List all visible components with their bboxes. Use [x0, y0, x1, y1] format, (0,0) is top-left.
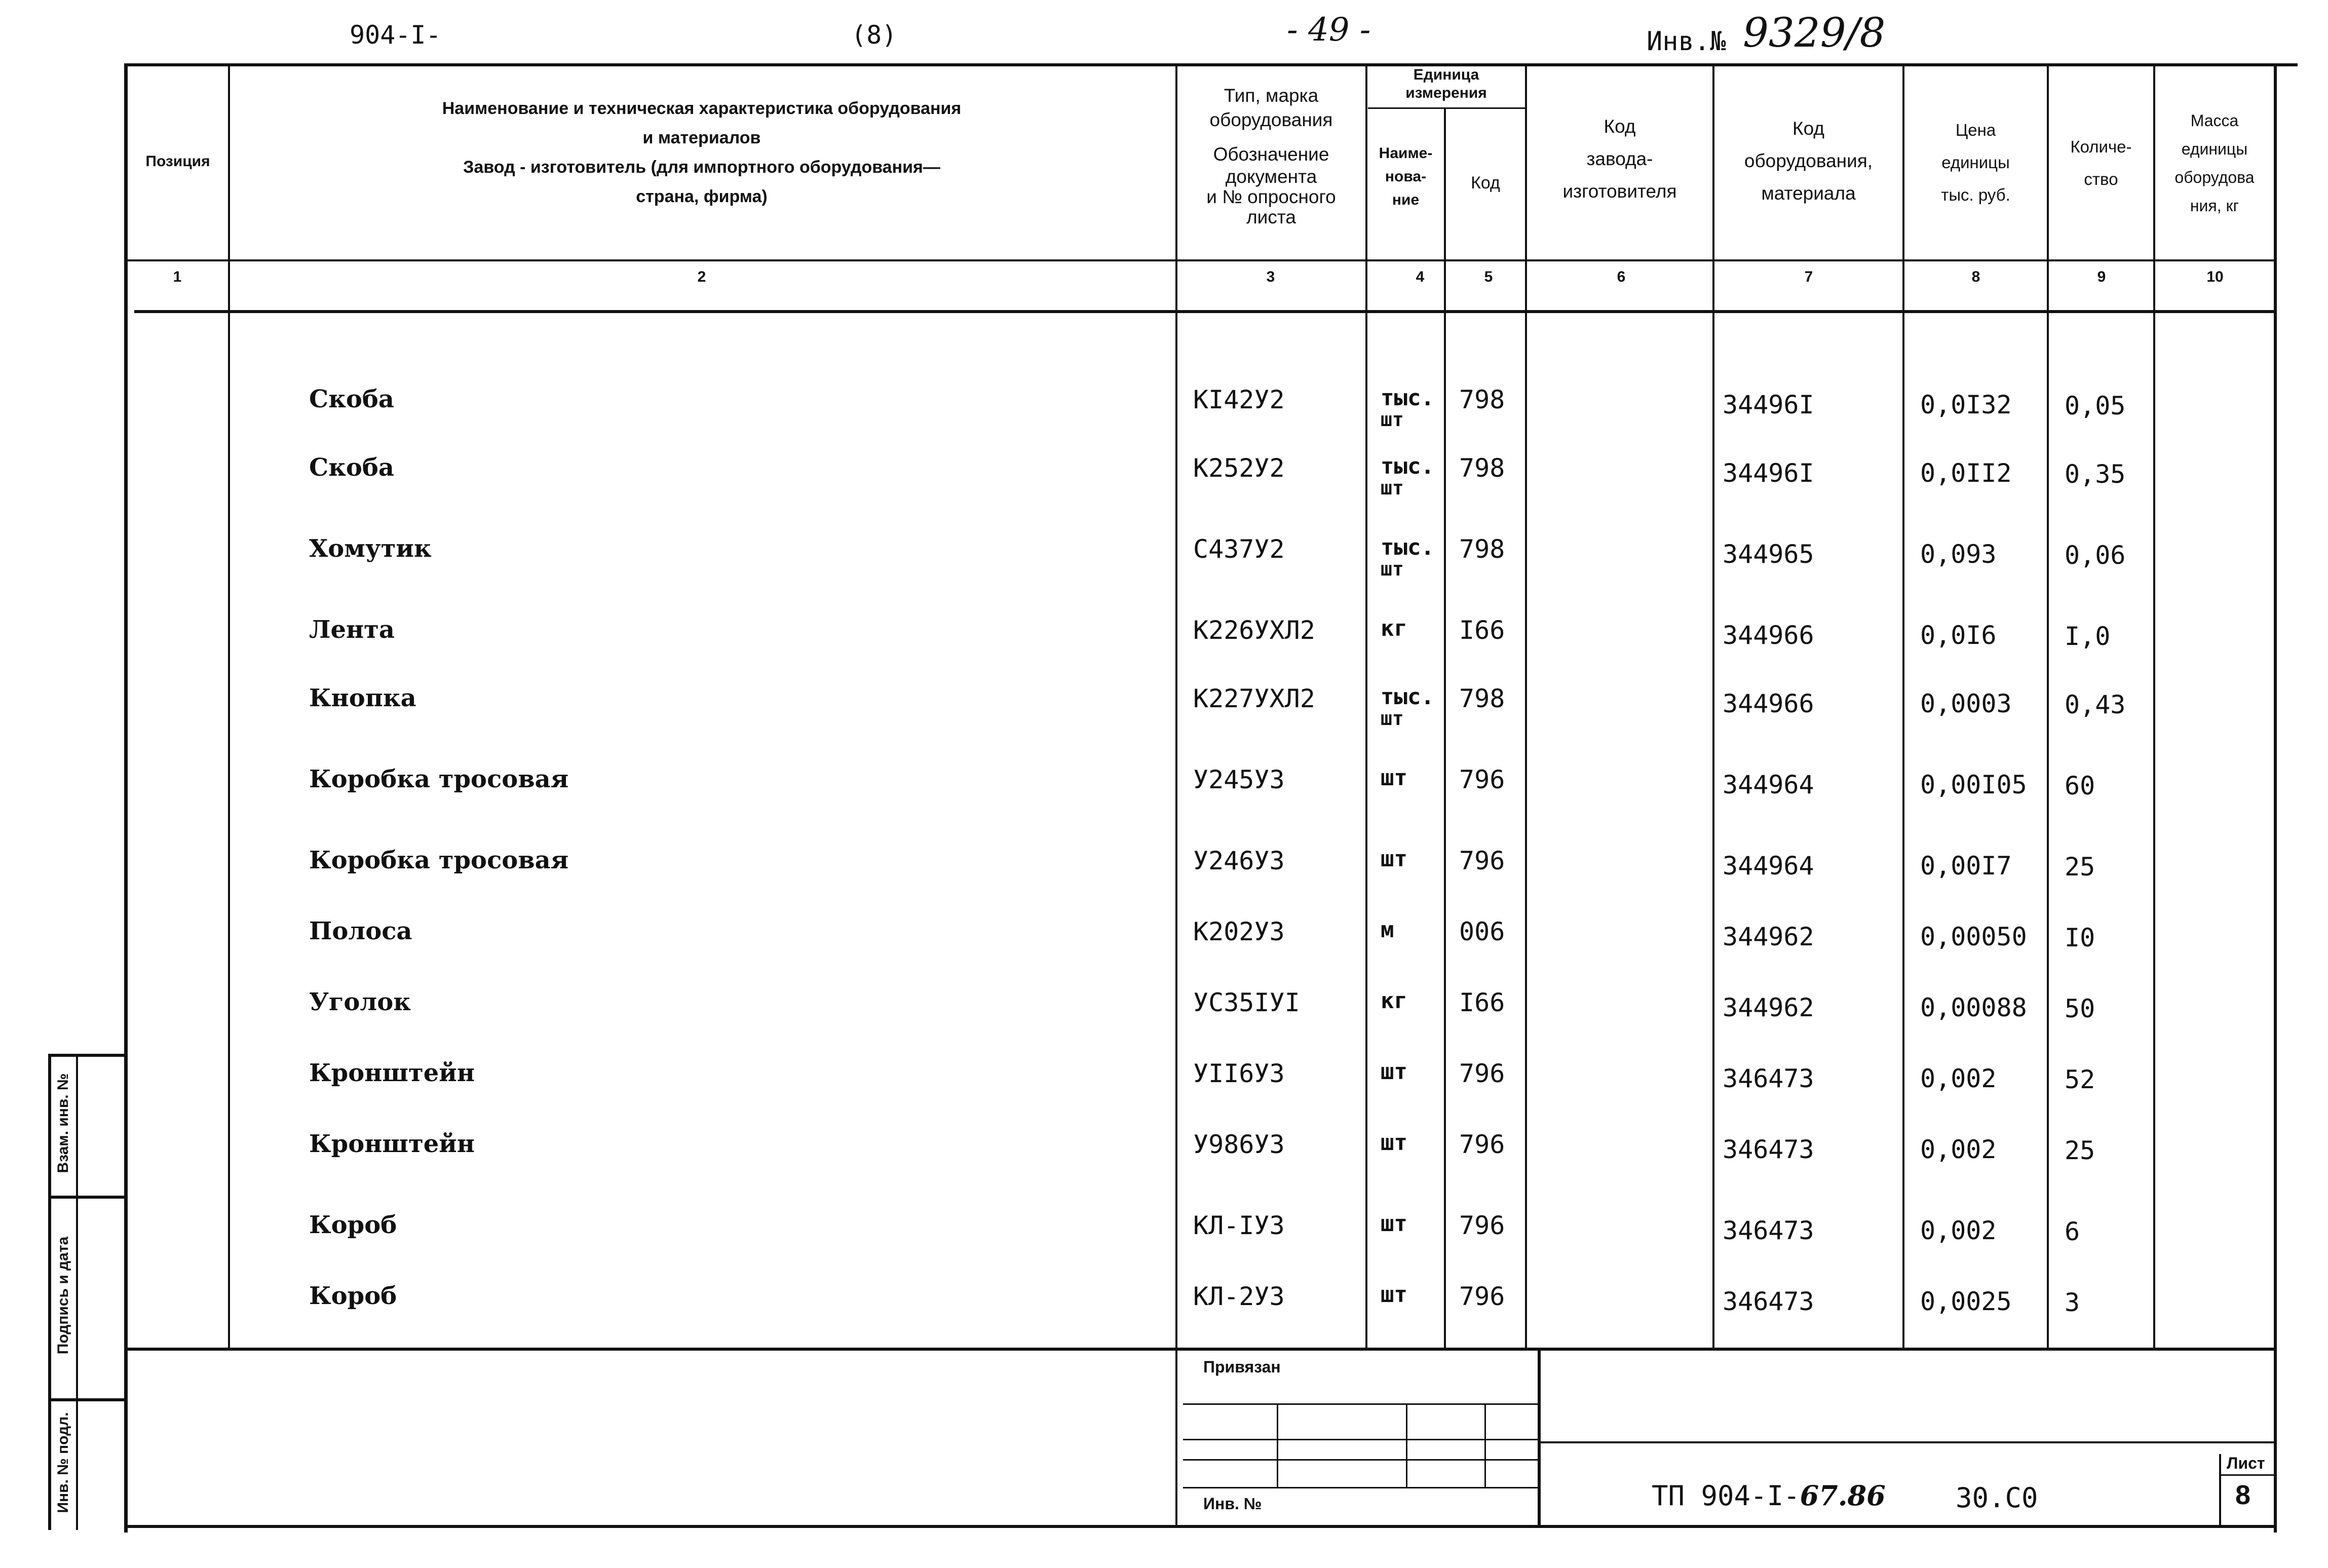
footer-title-rule: [1541, 1441, 2274, 1443]
col-number: 10: [2206, 269, 2224, 285]
row-type: К227УХЛ2: [1193, 684, 1315, 713]
row-unit: [1381, 1284, 1407, 1306]
header-equip-line: Код: [1792, 118, 1824, 139]
row-quantity: I,0: [2065, 622, 2111, 651]
col-number: 1: [173, 269, 182, 285]
row-price: 0,00I05: [1920, 770, 2027, 799]
row-price: 0,00088: [1920, 993, 2027, 1022]
document-code: [1652, 1479, 1886, 1512]
row-unit: [1381, 767, 1407, 789]
row-unit-line: шт: [1381, 707, 1404, 730]
col-number: 5: [1484, 269, 1493, 285]
header-rule-1: [128, 259, 2274, 261]
row-unit: [1381, 1213, 1407, 1235]
col-number: 8: [1971, 269, 1980, 285]
header-type-line: оборудования: [1209, 109, 1333, 130]
header-equipment-code: [1714, 112, 1902, 210]
row-equipment-code: 344962: [1723, 922, 1814, 951]
row-unit-line: м: [1381, 917, 1394, 943]
col-line-3: [1365, 63, 1367, 1350]
row-unit: [1381, 618, 1407, 640]
header-price-line: тыс. руб.: [1941, 185, 2010, 204]
col-number: 2: [697, 269, 706, 285]
header-mass-line: Масса: [2190, 111, 2239, 130]
col-line-6: [1712, 63, 1714, 1350]
row-unit-line: тыс.: [1381, 534, 1434, 560]
stamp-outer-left: [48, 1054, 51, 1530]
row-name: Кронштейн: [309, 1130, 475, 1158]
row-unit-line: шт: [1381, 477, 1404, 499]
row-type: КЛ-2У3: [1193, 1282, 1285, 1311]
footer-stamp-vline: [1277, 1403, 1278, 1487]
attached-label: Привязан: [1203, 1358, 1281, 1376]
header-plant-line: изготовителя: [1562, 181, 1677, 202]
footer-stamp-vline: [1484, 1403, 1486, 1487]
row-name: Лента: [309, 616, 395, 644]
row-equipment-code: 344964: [1723, 770, 1814, 799]
header-price: [1904, 114, 2047, 211]
row-name: Хомутик: [309, 534, 432, 563]
col-line-5: [1525, 63, 1527, 1350]
col-line-9: [2153, 63, 2155, 1350]
stamp-replace-inv: Взам. инв. №: [55, 1073, 71, 1173]
document-code-handwritten: 67.86: [1800, 1479, 1886, 1512]
header-name-line: страна, фирма): [636, 187, 768, 206]
row-unit-code: 798: [1459, 453, 1505, 483]
row-unit: [1381, 387, 1434, 430]
row-type: К252У2: [1193, 453, 1285, 483]
header-name-line: Наименование и техническая характеристика оборудования: [442, 99, 962, 118]
row-equipment-code: 346473: [1723, 1064, 1814, 1093]
row-price: 0,0I32: [1920, 390, 2012, 419]
inventory-label: Инв.№: [1647, 26, 1726, 57]
col-line-7: [1902, 63, 1904, 1350]
header-unit-group: [1367, 66, 1525, 102]
sheet-number: 8: [2235, 1480, 2251, 1510]
header-plant-code: [1527, 110, 1712, 208]
stamp-orig-inv: Инв. № подл.: [55, 1412, 71, 1513]
header-mass-line: оборудова: [2174, 168, 2255, 186]
header-unit-name-line: нова-: [1385, 168, 1427, 185]
row-quantity: 50: [2065, 994, 2095, 1023]
row-unit-line: шт: [1381, 1059, 1407, 1085]
row-price: 0,093: [1920, 540, 1997, 569]
header-type-line: Тип, марка: [1224, 85, 1319, 106]
row-quantity: 60: [2065, 771, 2095, 800]
row-unit-line: шт: [1381, 558, 1404, 580]
row-unit-code: 796: [1459, 1282, 1505, 1311]
header-plant-line: Код: [1604, 116, 1636, 137]
frame-top-border: [124, 63, 2298, 66]
header-name: [233, 94, 1170, 211]
col-line-8: [2047, 63, 2049, 1350]
row-unit-line: кг: [1381, 988, 1407, 1014]
row-name: Коробка тросовая: [309, 846, 569, 874]
header-mass: [2155, 106, 2274, 220]
row-unit-code: 798: [1459, 534, 1505, 564]
row-unit-line: тыс.: [1381, 385, 1434, 411]
row-type: У246У3: [1193, 846, 1285, 875]
row-unit-line: шт: [1381, 1282, 1407, 1308]
page-number: - 49 -: [1287, 11, 1371, 49]
row-unit: [1381, 848, 1407, 870]
footer-sheet-rule: [2219, 1474, 2274, 1476]
row-unit-code: 798: [1459, 385, 1505, 414]
col-number: 4: [1416, 269, 1425, 285]
stamp-top: [48, 1054, 127, 1057]
frame-bottom-border: [124, 1525, 2277, 1528]
row-name: Короб: [309, 1282, 397, 1310]
row-equipment-code: 344964: [1723, 851, 1814, 881]
document-section: 30.С0: [1956, 1482, 2038, 1514]
header-mass-line: ния, кг: [2190, 197, 2239, 215]
footer-stamp-vline: [1406, 1403, 1407, 1487]
footer-stamp-rule: [1183, 1487, 1538, 1488]
row-unit: [1381, 1061, 1407, 1083]
row-type: У986У3: [1193, 1130, 1285, 1159]
row-unit-code: 796: [1459, 1059, 1505, 1088]
header-price-line: единицы: [1941, 153, 2010, 172]
header-position: Позиция: [145, 153, 210, 170]
row-price: 0,0003: [1920, 689, 2012, 718]
row-unit: [1381, 990, 1407, 1012]
row-type: УС35IУI: [1193, 988, 1300, 1017]
footer-inv-label: Инв. №: [1203, 1495, 1262, 1513]
row-type: С437У2: [1193, 534, 1285, 564]
col-number: 3: [1266, 269, 1275, 285]
row-unit-code: 798: [1459, 684, 1505, 713]
row-quantity: 25: [2065, 852, 2095, 882]
unit-group-rule: [1368, 107, 1525, 109]
header-doc-line: и № опросного: [1206, 186, 1336, 207]
row-unit: [1381, 686, 1434, 729]
col-number: 9: [2097, 269, 2106, 285]
row-unit: [1381, 534, 1434, 580]
row-quantity: 0,05: [2065, 391, 2126, 420]
row-price: 0,002: [1920, 1135, 1997, 1164]
row-name: Кронштейн: [309, 1059, 475, 1087]
row-unit-line: тыс.: [1381, 453, 1434, 479]
header-price-line: Цена: [1955, 121, 1996, 139]
row-quantity: 6: [2065, 1217, 2080, 1246]
row-unit-line: шт: [1381, 846, 1407, 872]
series-code: 904-I-: [350, 20, 441, 50]
header-qty-line: ство: [2084, 170, 2118, 188]
row-price: 0,002: [1920, 1216, 1997, 1245]
row-equipment-code: 344966: [1723, 621, 1814, 650]
row-price: 0,0II2: [1920, 458, 2012, 488]
footer-col-left: [1175, 1348, 1177, 1527]
footer-sheet-line: [2219, 1454, 2221, 1527]
row-unit-code: I66: [1459, 988, 1505, 1017]
row-unit-code: 796: [1459, 765, 1505, 794]
row-quantity: 0,43: [2065, 690, 2126, 719]
header-unit-name-line: ние: [1392, 192, 1420, 208]
header-name-line: и материалов: [642, 128, 761, 147]
row-quantity: 52: [2065, 1065, 2095, 1094]
row-price: 0,002: [1920, 1064, 1997, 1093]
col-line-2: [1175, 63, 1177, 1350]
row-price: 0,0025: [1920, 1287, 2012, 1316]
row-name: Скоба: [309, 453, 394, 482]
row-unit-line: шт: [1381, 1211, 1407, 1237]
header-type: [1177, 84, 1365, 227]
row-unit-code: 796: [1459, 1211, 1505, 1240]
header-doc-line: листа: [1246, 207, 1296, 227]
row-equipment-code: 34496I: [1723, 458, 1814, 488]
row-unit-line: шт: [1381, 1130, 1407, 1156]
row-quantity: I0: [2065, 923, 2095, 952]
row-name: Уголок: [309, 988, 411, 1016]
row-equipment-code: 344965: [1723, 540, 1814, 569]
row-equipment-code: 344966: [1723, 689, 1814, 718]
row-name: Полоса: [309, 917, 412, 945]
header-unit-name-line: Наиме-: [1379, 145, 1433, 162]
header-doc-line: Обозначение: [1213, 144, 1329, 165]
row-type: КI42У2: [1193, 385, 1285, 414]
row-type: У245У3: [1193, 765, 1285, 794]
header-qty-line: Количе-: [2070, 137, 2132, 156]
row-type: К226УХЛ2: [1193, 616, 1315, 645]
row-price: 0,00I7: [1920, 851, 2012, 881]
header-equip-line: материала: [1761, 183, 1856, 204]
row-name: Кнопка: [309, 684, 416, 712]
inventory-number: 9329/8: [1743, 9, 1886, 56]
row-unit-line: шт: [1381, 408, 1404, 431]
frame-left-border: [124, 63, 128, 1533]
footer-col-mid: [1538, 1348, 1541, 1527]
row-price: 0,00050: [1920, 922, 2027, 951]
row-unit-line: тыс.: [1381, 684, 1434, 710]
footer-top-rule: [124, 1348, 2277, 1351]
document-code-typed: ТП 904-I-: [1652, 1480, 1800, 1512]
row-type: К202У3: [1193, 917, 1285, 946]
row-name: Коробка тросовая: [309, 765, 569, 793]
header-plant-line: завода-: [1586, 148, 1653, 169]
row-price: 0,0I6: [1920, 621, 1997, 650]
row-unit-line: шт: [1381, 765, 1407, 791]
frame-right-border: [2274, 63, 2277, 1533]
row-name: Скоба: [309, 385, 394, 413]
header-mass-line: единицы: [2181, 140, 2248, 158]
header-name-line: Завод - изготовитель (для импортного оборудования—: [463, 158, 940, 177]
stamp-inner: [76, 1054, 78, 1530]
header-rule-2: [134, 310, 2274, 313]
row-name: Короб: [309, 1211, 397, 1239]
row-unit: [1381, 919, 1394, 941]
header-unit-line: измерения: [1405, 85, 1487, 101]
stamp-rule: [48, 1196, 127, 1199]
header-unit-name: [1367, 142, 1444, 212]
row-unit: [1381, 455, 1434, 498]
row-unit-code: 796: [1459, 846, 1505, 875]
row-equipment-code: 344962: [1723, 993, 1814, 1022]
row-unit-line: кг: [1381, 616, 1407, 641]
row-quantity: 0,06: [2065, 541, 2126, 570]
header-equip-line: оборудования,: [1744, 150, 1873, 171]
row-type: УII6У3: [1193, 1059, 1285, 1088]
col-line-4: [1444, 107, 1446, 1350]
row-unit-code: I66: [1459, 616, 1505, 645]
row-quantity: 3: [2065, 1288, 2080, 1317]
row-type: КЛ-IУ3: [1193, 1211, 1285, 1240]
row-quantity: 25: [2065, 1136, 2095, 1165]
row-equipment-code: 34496I: [1723, 390, 1814, 419]
row-unit-code: 796: [1459, 1130, 1505, 1159]
sheet-label: Лист: [2227, 1454, 2265, 1472]
header-quantity: [2049, 131, 2153, 196]
issue-number: (8): [851, 20, 897, 50]
col-number: 6: [1617, 269, 1626, 285]
row-equipment-code: 346473: [1723, 1216, 1814, 1245]
stamp-sign-date: Подпись и дата: [55, 1236, 71, 1355]
row-equipment-code: 346473: [1723, 1135, 1814, 1164]
header-unit-line: Единица: [1413, 66, 1479, 83]
col-line-1: [228, 63, 230, 1350]
header-unit-code: Код: [1471, 173, 1500, 193]
row-equipment-code: 346473: [1723, 1287, 1814, 1316]
col-number: 7: [1804, 269, 1813, 285]
row-unit-code: 006: [1459, 917, 1505, 946]
header-doc-line: документа: [1225, 166, 1317, 187]
row-unit: [1381, 1132, 1407, 1154]
row-quantity: 0,35: [2065, 460, 2126, 489]
